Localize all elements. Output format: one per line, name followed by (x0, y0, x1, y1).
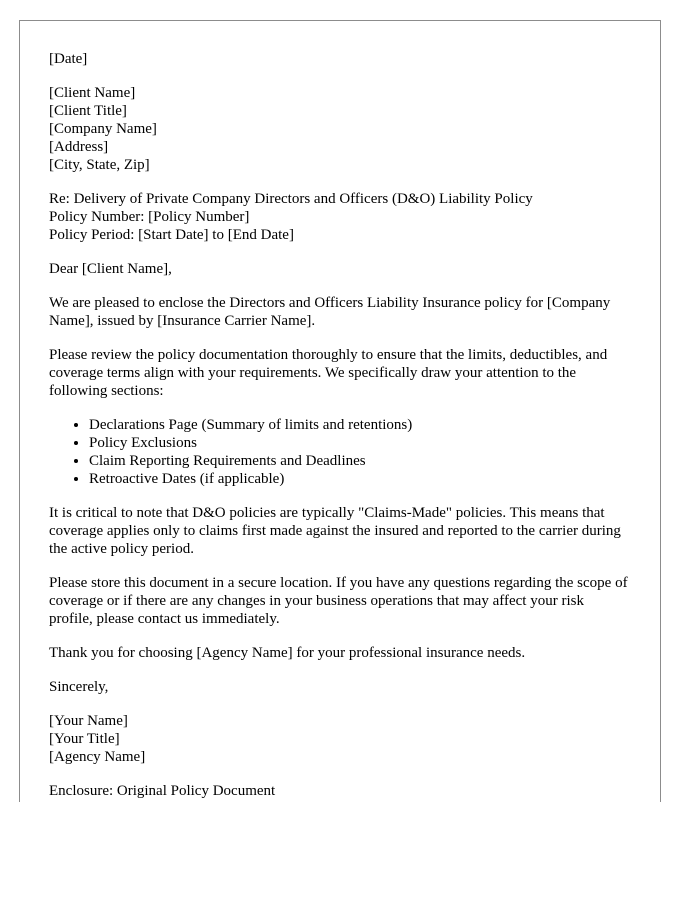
closing: Sincerely, (49, 679, 109, 695)
recipient-address: [Address] (49, 139, 109, 155)
recipient-address-block (49, 84, 631, 174)
policy-period-line: Policy Period: [Start Date] to [End Date] (49, 227, 294, 243)
recipient-city-state-zip: [City, State, Zip] (49, 157, 150, 173)
list-item: • Policy Exclusions (89, 434, 631, 452)
letter-date-block (49, 50, 631, 68)
storage-paragraph: Please store this document in a secure location. If you have any questions regarding the scope of coverage or if there are any changes in your business operations that may affect your risk profile, please contact us immediately. (49, 575, 628, 627)
recipient-title: [Client Title] (49, 103, 127, 119)
enclosure-line: Enclosure: Original Policy Document (49, 783, 276, 799)
thanks-paragraph: Thank you for choosing [Agency Name] for your professional insurance needs. (49, 645, 526, 661)
recipient-company: [Company Name] (49, 121, 157, 137)
letter-date: [Date] (49, 51, 88, 67)
recipient-name: [Client Name] (49, 85, 136, 101)
list-item: • Claim Reporting Requirements and Deadlines (89, 452, 631, 470)
letter-page (19, 20, 661, 802)
policy-number-line: Policy Number: [Policy Number] (49, 209, 250, 225)
sender-agency: [Agency Name] (49, 749, 146, 765)
intro-paragraph: We are pleased to enclose the Directors and Officers Liability Insurance policy for [Company Name], issued by [Insurance Carrier Name]. (49, 295, 611, 329)
list-item: • Declarations Page (Summary of limits and retentions) (89, 416, 631, 434)
sections-list (49, 416, 631, 488)
list-item: • Retroactive Dates (if applicable) (89, 470, 631, 488)
re-line: Re: Delivery of Private Company Directors and Officers (D&O) Liability Policy (49, 191, 533, 207)
signature-block (49, 712, 631, 766)
salutation: Dear [Client Name], (49, 261, 172, 277)
reference-block (49, 190, 631, 244)
review-paragraph: Please review the policy documentation thoroughly to ensure that the limits, deductibles, and coverage terms align with your requirements. We specifically draw your attention to the following sections: (49, 347, 608, 399)
claims-made-paragraph: It is critical to note that D&O policies are typically "Claims-Made" policies. This means that coverage applies only to claims first made against the insured and reported to the carrier during the active policy period. (49, 505, 621, 557)
sender-title: [Your Title] (49, 731, 120, 747)
sender-name: [Your Name] (49, 713, 128, 729)
enclosure-block (49, 782, 631, 800)
